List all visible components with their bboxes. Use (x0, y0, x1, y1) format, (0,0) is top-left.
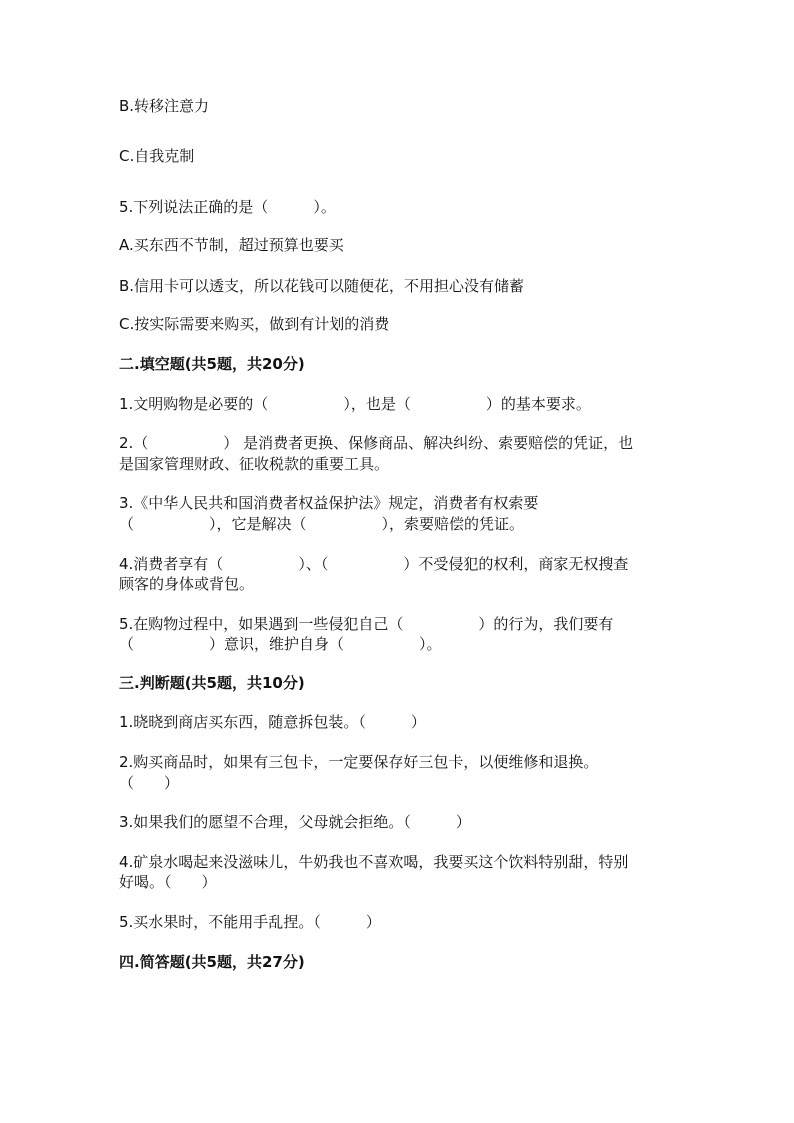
true-false-question-5: 5.买水果时，不能用手乱捏。（ ） (119, 913, 381, 931)
question-5-option-a: A.买东西不节制，超过预算也要买 (119, 236, 344, 254)
fill-in-question-5-line-1: 5.在购物过程中，如果遇到一些侵犯自己（ ）的行为，我们要有 (119, 615, 614, 633)
fill-in-question-4-line-2: 顾客的身体或背包。 (119, 575, 255, 593)
true-false-question-3: 3.如果我们的愿望不合理，父母就会拒绝。（ ） (119, 813, 471, 831)
fill-in-question-3-line-2: （ ），它是解决（ ），索要赔偿的凭证。 (119, 515, 525, 533)
true-false-question-1: 1.晓晓到商店买东西，随意拆包装。（ ） (119, 713, 426, 731)
true-false-question-4-line-1: 4.矿泉水喝起来没滋味儿，牛奶我也不喜欢喝，我要买这个饮料特别甜，特别 (119, 853, 629, 871)
section-true-false-heading: 三.判断题(共5题，共10分) (119, 674, 305, 692)
section-fill-in-heading: 二.填空题(共5题，共20分) (119, 355, 305, 373)
question-5-stem: 5.下列说法正确的是（ ）。 (119, 198, 336, 216)
true-false-question-2-line-1: 2.购买商品时，如果有三包卡，一定要保存好三包卡，以便维修和退换。 (119, 753, 599, 771)
question-5-option-b: B.信用卡可以透支，所以花钱可以随便花，不用担心没有储蓄 (119, 277, 525, 295)
fill-in-question-2-line-1: 2.（ ） 是消费者更换、保修商品、解决纠纷、索要赔偿的凭证，也 (119, 434, 634, 452)
fill-in-question-2-line-2: 是国家管理财政、征收税款的重要工具。 (119, 455, 390, 473)
fill-in-question-5-line-2: （ ）意识，维护自身（ ）。 (119, 635, 442, 653)
option-b-divert-attention: B.转移注意力 (119, 97, 210, 115)
question-5-option-c: C.按实际需要来购买，做到有计划的消费 (119, 315, 390, 333)
fill-in-question-4-line-1: 4.消费者享有（ ）、（ ）不受侵犯的权利，商家无权搜查 (119, 555, 629, 573)
true-false-question-2-line-2: （ ） (119, 774, 180, 792)
option-c-self-restraint: C.自我克制 (119, 147, 195, 165)
section-short-answer-heading: 四.简答题(共5题，共27分) (119, 953, 305, 971)
fill-in-question-1: 1.文明购物是必要的（ ），也是（ ）的基本要求。 (119, 395, 591, 413)
fill-in-question-3-line-1: 3.《中华人民共和国消费者权益保护法》规定，消费者有权索要 (119, 494, 539, 512)
true-false-question-4-line-2: 好喝。（ ） (119, 873, 217, 891)
